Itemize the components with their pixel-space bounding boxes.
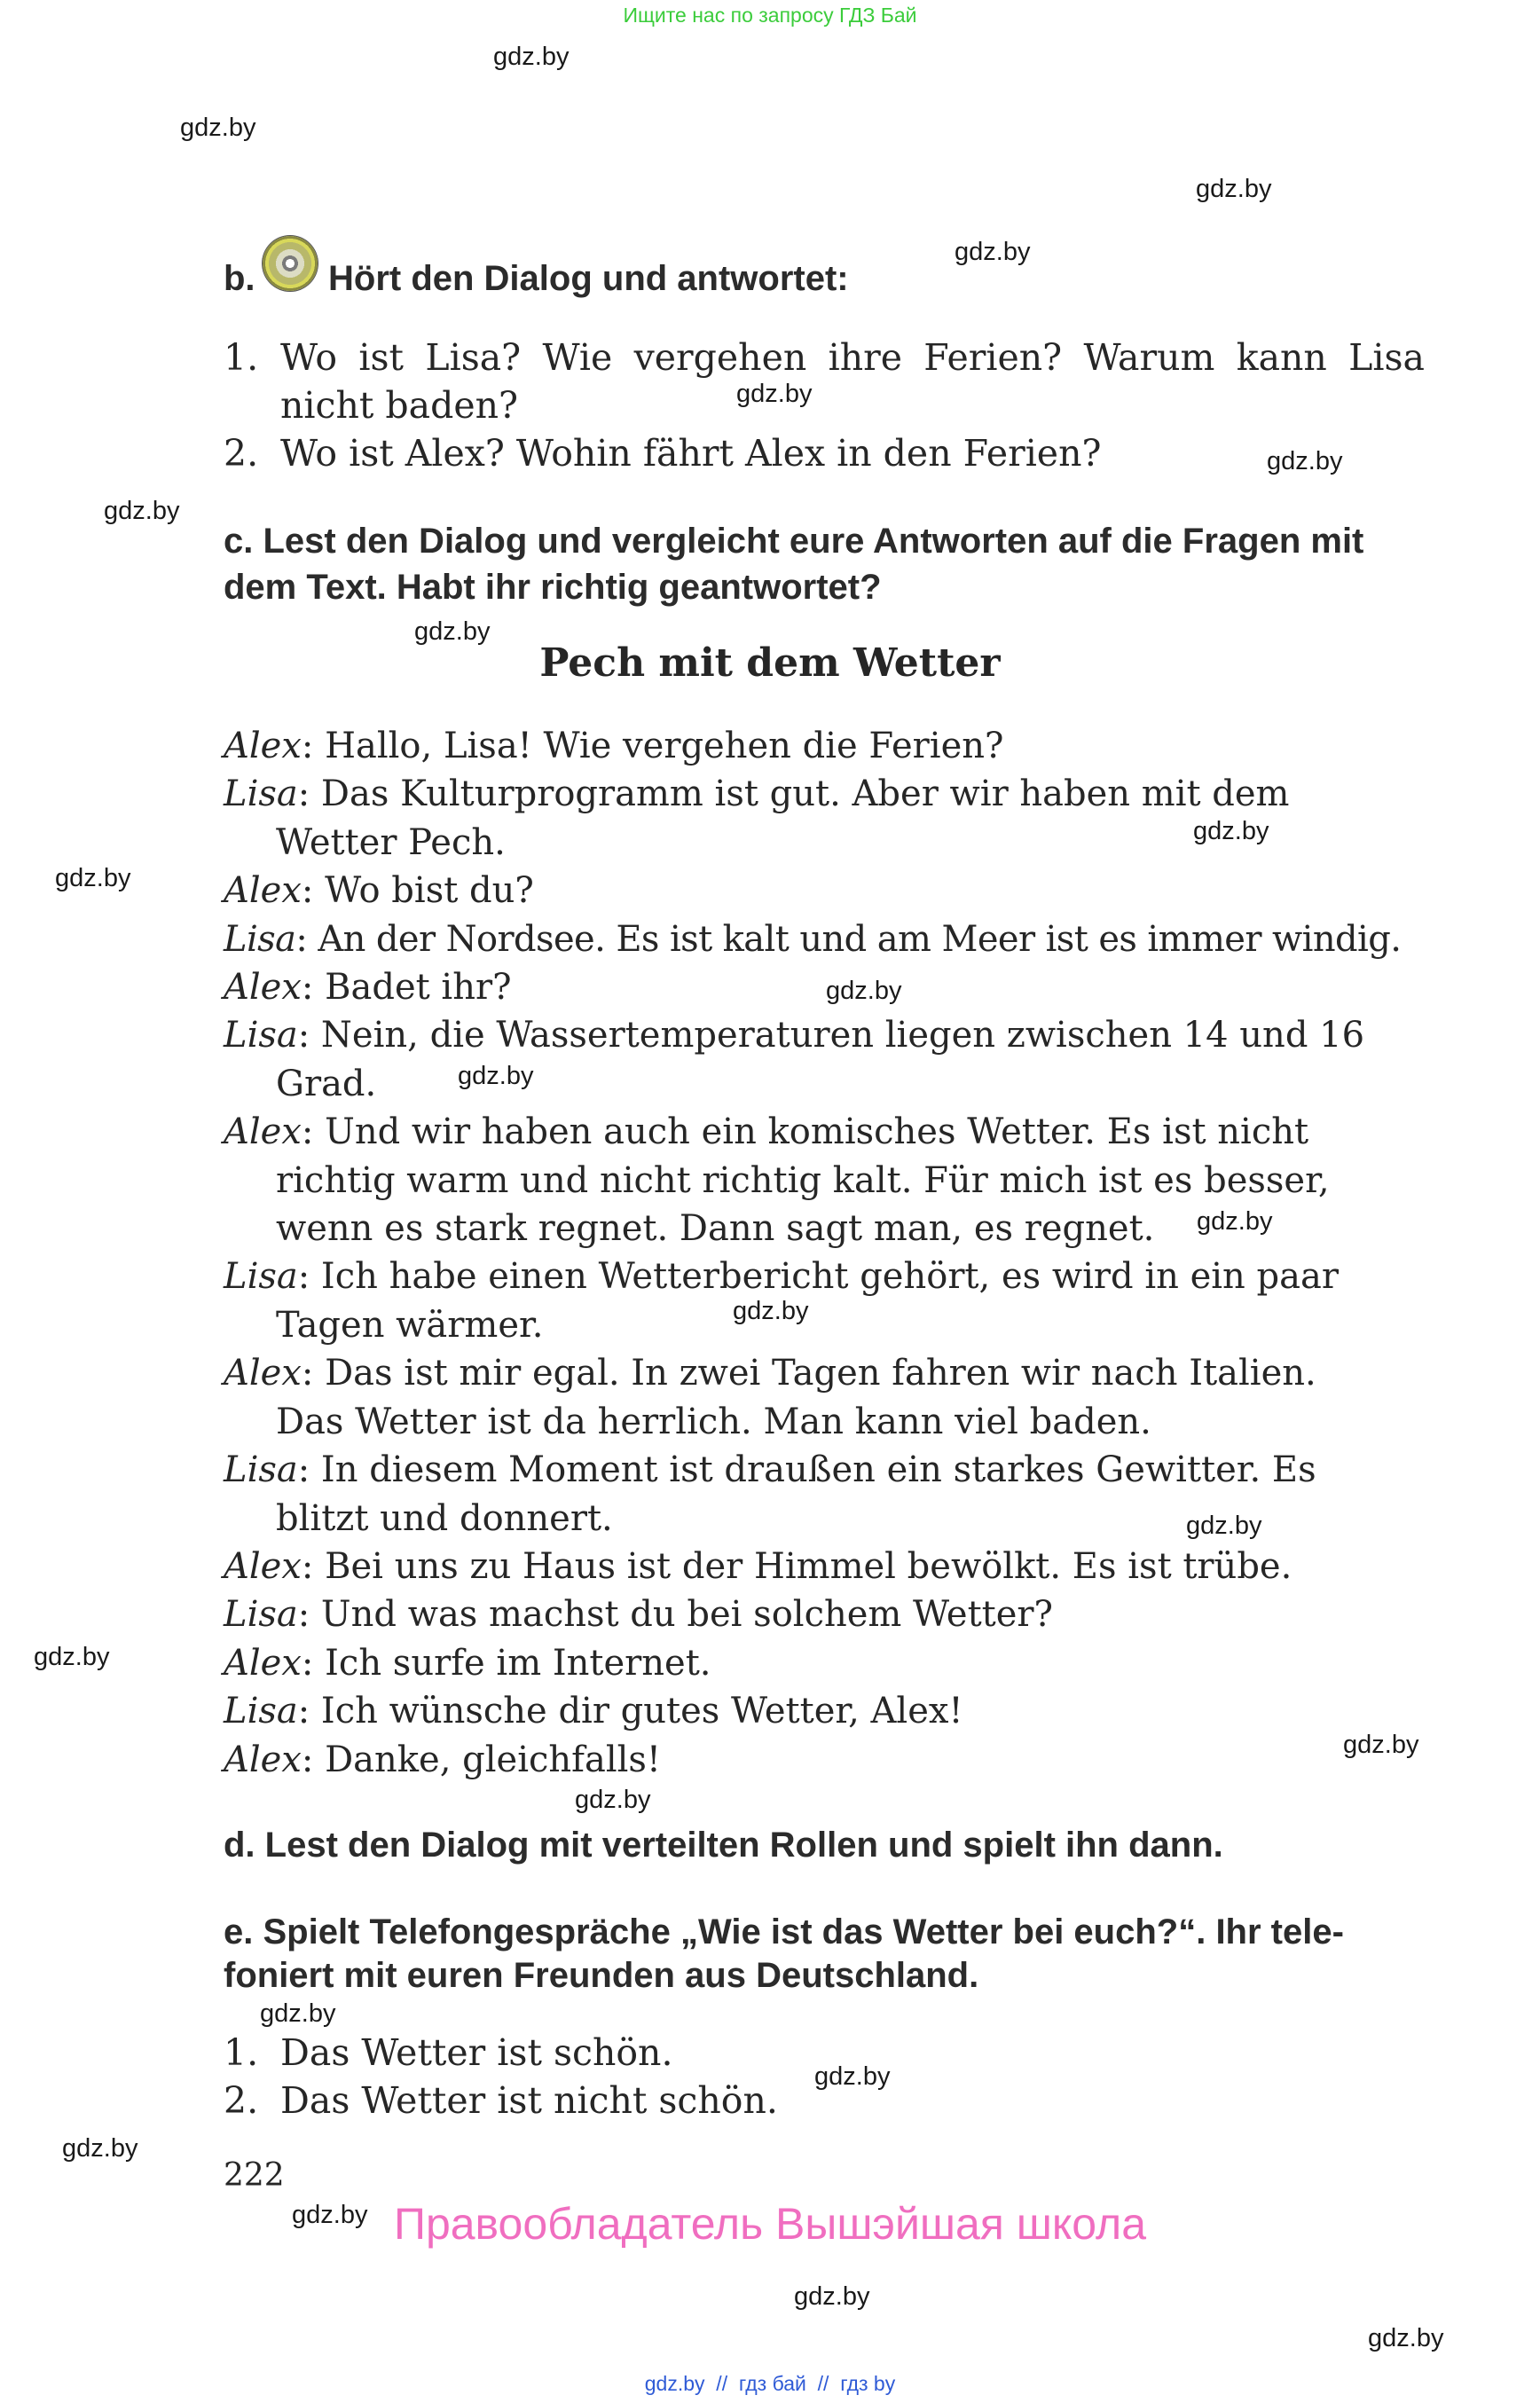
dialog-line [224,915,1407,963]
dialog-line [224,1687,1407,1735]
dialog-line [224,1590,1407,1638]
list-text: Wo ist Alex? Wohin fährt Alex in den Ferien? [280,432,1102,475]
dialog-line [224,867,1407,915]
watermark: gdz.by [55,864,131,892]
watermark: gdz.by [180,114,256,142]
page-number: 222 [224,2157,285,2194]
dialog-line [224,1446,1407,1494]
dialog-line [224,1253,1407,1300]
watermark: gdz.by [736,380,813,408]
line-text: : Das Kulturprogramm ist gut. Aber wir haben mit dem [297,774,1290,815]
task-b-heading: Hört den Dialog und antwortet: [328,259,849,298]
line-text: : Das ist mir egal. In zwei Tagen fahren wir nach Italien. [301,1353,1316,1394]
line-text: : Ich wünsche dir gutes Wetter, Alex! [297,1691,963,1732]
top-banner: Ищите нас по запросу ГДЗ Бай [623,4,917,27]
task-c-heading: c. Lest den Dialog und vergleicht eure Antworten auf die Fragen mit dem Text. Habt ihr richtig geantwortet? [224,522,1364,607]
speaker: Alex [224,1545,302,1587]
list-number: 1. [224,336,259,379]
watermark: gdz.by [62,2134,138,2163]
watermark: gdz.by [814,2062,891,2091]
speaker: Lisa [224,774,298,815]
watermark: gdz.by [1368,2324,1444,2352]
list-number: 1. [224,2031,259,2074]
watermark: gdz.by [292,2201,368,2229]
speaker: Alex [224,1111,302,1153]
dialog-line-continuation: Wetter Pech. [276,821,506,863]
speaker: Alex [224,1642,302,1684]
speaker: Lisa [224,1691,298,1732]
line-text: : Badet ihr? [301,967,512,1009]
footer-links[interactable]: gdz.by // гдз бай // гдз by [644,2372,896,2395]
line-text: : Nein, die Wassertemperaturen liegen zwischen 14 und 16 [297,1015,1365,1056]
watermark: gdz.by [1186,1512,1262,1540]
dialog-line-continuation: wenn es stark regnet. Dann sagt man, es regnet. [276,1208,1155,1250]
dialog-line-continuation: blitzt und donnert. [276,1497,613,1539]
dialog-line-continuation: Tagen wärmer. [276,1304,544,1346]
line-text: : Danke, gleichfalls! [301,1739,661,1780]
list-text: Das Wetter ist schön. [280,2031,673,2074]
task-d-heading: d. Lest den Dialog mit verteilten Rollen und spielt ihn dann. [224,1826,1223,1865]
watermark: gdz.by [1196,175,1272,203]
watermark: gdz.by [493,43,570,71]
watermark: gdz.by [260,1999,336,2028]
speaker: Alex [224,967,302,1009]
line-text: : Bei uns zu Haus ist der Himmel bewölkt. Es ist trübe. [301,1545,1292,1587]
watermark: gdz.by [826,977,902,1005]
dialog-line [224,1736,1407,1784]
speaker: Lisa [224,1449,298,1491]
speaker: Lisa [224,1594,298,1636]
dialog [224,722,1407,1784]
dialog-line [224,1349,1407,1397]
dialog-line [224,770,1407,818]
dialog-line [224,1639,1407,1687]
speaker: Lisa [224,1256,298,1298]
speaker: Lisa [224,918,296,960]
speaker: Alex [224,1739,302,1780]
watermark: gdz.by [414,617,491,646]
line-text: : Ich habe einen Wetterbericht gehört, es wird in ein paar [297,1256,1339,1298]
watermark: gdz.by [575,1786,651,1814]
line-text: : An der Nordsee. Es ist kalt und am Meer ist es immer windig. [295,918,1402,960]
speaker: Alex [224,870,302,912]
watermark: gdz.by [955,238,1031,266]
line-text: : Hallo, Lisa! Wie vergehen die Ferien? [301,726,1004,766]
watermark: gdz.by [1267,447,1343,475]
list-text: Wo ist Lisa? Wie vergehen ihre Ferien? Warum kann Lisa nicht baden? [280,336,1425,427]
watermark: gdz.by [34,1643,110,1671]
dialog-line [224,1108,1407,1156]
watermark: gdz.by [458,1062,534,1090]
line-text: : Und wir haben auch ein komisches Wetter. Es ist nicht [301,1111,1309,1153]
speaker: Lisa [224,1015,298,1056]
speaker: Alex [224,1353,302,1394]
task-e-heading-line2: foniert mit euren Freunden aus Deutschland. [224,1956,979,1995]
line-text: : Und was machst du bei solchem Wetter? [297,1594,1053,1636]
line-text: : Ich surfe im Internet. [301,1642,711,1684]
dialog-line [224,1543,1407,1590]
rights-holder: Правообладатель Вышэйшая школа [394,2199,1146,2249]
task-e-heading-line1: e. Spielt Telefongespräche „Wie ist das Wetter bei euch?“. Ihr tele- [224,1912,1344,1951]
watermark: gdz.by [1197,1207,1273,1236]
watermark: gdz.by [1193,817,1269,845]
list-number: 2. [224,2079,259,2122]
line-text: : Wo bist du? [301,870,534,912]
watermark: gdz.by [733,1297,809,1325]
dialog-line-continuation: richtig warm und nicht richtig kalt. Für mich ist es besser, [276,1159,1330,1201]
dialog-line [224,963,1407,1011]
audio-cd-icon [263,236,318,291]
watermark: gdz.by [104,497,180,525]
dialog-line-continuation: Grad. [276,1063,377,1104]
dialog-title: Pech mit dem Wetter [539,640,1001,686]
watermark: gdz.by [794,2282,870,2311]
dialog-line-continuation: Das Wetter ist da herrlich. Man kann viel baden. [276,1401,1151,1442]
line-text: : In diesem Moment ist draußen ein starkes Gewitter. Es [297,1449,1316,1491]
task-b-letter: b. [224,259,255,298]
watermark: gdz.by [1343,1731,1419,1759]
list-text: Das Wetter ist nicht schön. [280,2079,778,2122]
list-number: 2. [224,432,259,475]
speaker: Alex [224,726,302,766]
dialog-line [224,1011,1407,1059]
dialog-line [224,722,1407,770]
